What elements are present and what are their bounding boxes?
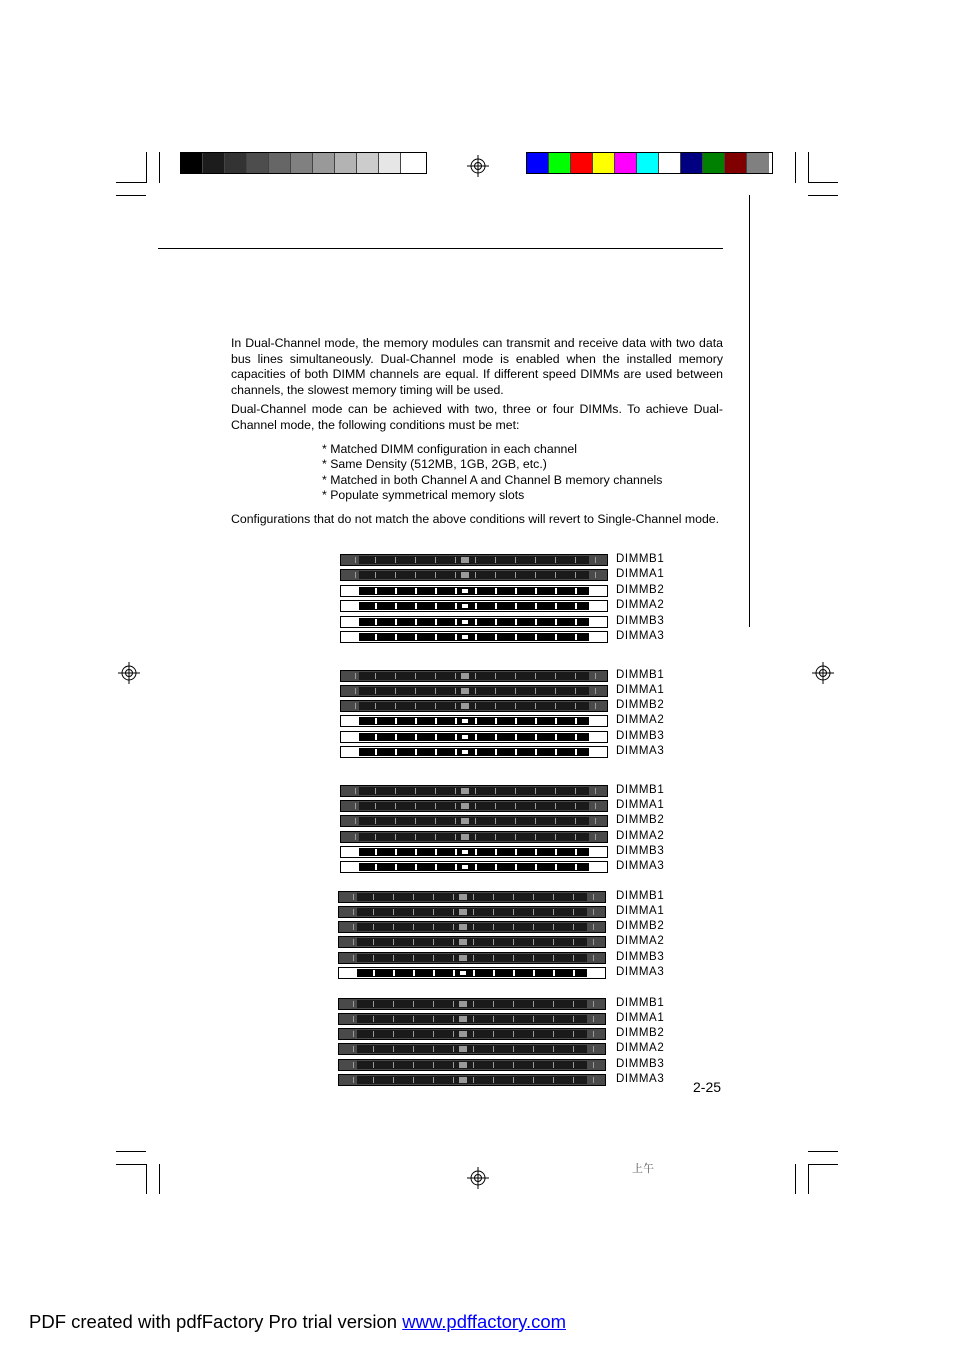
dimm-slot-installed bbox=[338, 921, 606, 933]
margin-rule bbox=[749, 195, 750, 627]
dimm-slot-installed bbox=[338, 998, 606, 1010]
dimm-slot-label: DIMMB1 bbox=[616, 553, 665, 565]
calibration-swatch bbox=[225, 153, 247, 173]
dimm-slot-installed bbox=[338, 1028, 606, 1040]
dimm-key-notch bbox=[461, 788, 469, 794]
dimm-key-notch bbox=[461, 673, 469, 679]
dimm-slot-empty bbox=[340, 846, 608, 858]
dimm-slot-empty bbox=[340, 600, 608, 612]
dimm-slot-label: DIMMA1 bbox=[616, 568, 665, 580]
crop-mark bbox=[808, 1164, 838, 1165]
dimm-slot-label: DIMMA1 bbox=[616, 799, 665, 811]
calibration-swatch bbox=[291, 153, 313, 173]
calibration-swatch bbox=[401, 153, 423, 173]
dimm-key-notch bbox=[459, 1046, 467, 1052]
dimm-pins bbox=[339, 924, 605, 930]
dimm-key-notch bbox=[459, 1001, 467, 1007]
dimm-pins bbox=[341, 688, 607, 694]
dimm-slot-installed bbox=[338, 906, 606, 918]
dimm-slot-installed bbox=[338, 936, 606, 948]
crop-mark bbox=[116, 1164, 146, 1165]
crop-mark bbox=[795, 1164, 796, 1194]
dimm-slot-label: DIMMB1 bbox=[616, 890, 665, 902]
bullet-item: * Populate symmetrical memory slots bbox=[322, 488, 525, 502]
dimm-key-notch bbox=[461, 734, 469, 740]
bullet-item: * Matched DIMM configuration in each channel bbox=[322, 442, 577, 456]
dimm-pins bbox=[341, 718, 607, 724]
dimm-key-notch bbox=[459, 1031, 467, 1037]
footer-text: PDF created with pdfFactory Pro trial version bbox=[29, 1311, 403, 1332]
calibration-swatch bbox=[747, 153, 769, 173]
dimm-slot-label: DIMMB2 bbox=[616, 1027, 665, 1039]
dimm-slot-label: DIMMA3 bbox=[616, 966, 665, 978]
dimm-pins bbox=[341, 803, 607, 809]
dimm-key-notch bbox=[461, 603, 469, 609]
dimm-pins bbox=[341, 572, 607, 578]
dimm-key-notch bbox=[461, 703, 469, 709]
dimm-slot-installed bbox=[338, 891, 606, 903]
dimm-pins bbox=[341, 818, 607, 824]
crop-mark bbox=[116, 195, 146, 196]
dimm-slot-label: DIMMB3 bbox=[616, 730, 665, 742]
paragraph-single-channel-fallback: Configurations that do not match the above conditions will revert to Single-Channel mode. bbox=[231, 512, 720, 526]
dimm-slot-installed bbox=[340, 685, 608, 697]
print-mark: 上午 bbox=[632, 1163, 654, 1175]
registration-mark-icon bbox=[812, 662, 834, 684]
dimm-slot-installed bbox=[340, 800, 608, 812]
dimm-slot-installed bbox=[340, 700, 608, 712]
dimm-slot-label: DIMMA2 bbox=[616, 714, 665, 726]
calibration-swatch bbox=[659, 153, 681, 173]
dimm-slot-installed bbox=[338, 1059, 606, 1071]
dimm-key-notch bbox=[459, 1016, 467, 1022]
dimm-slot-label: DIMMA2 bbox=[616, 935, 665, 947]
crop-mark bbox=[808, 182, 838, 183]
dimm-pins bbox=[341, 749, 607, 755]
dimm-slot-empty bbox=[340, 746, 608, 758]
dimm-pins bbox=[339, 1031, 605, 1037]
crop-mark bbox=[146, 1164, 147, 1194]
dimm-key-notch bbox=[459, 909, 467, 915]
dimm-slot-label: DIMMB3 bbox=[616, 845, 665, 857]
dimm-slot-installed bbox=[338, 1043, 606, 1055]
dimm-pins bbox=[339, 1016, 605, 1022]
calibration-swatch bbox=[269, 153, 291, 173]
dimm-pins bbox=[339, 955, 605, 961]
calibration-swatch bbox=[527, 153, 549, 173]
dimm-pins bbox=[341, 849, 607, 855]
dimm-key-notch bbox=[459, 939, 467, 945]
dimm-pins bbox=[341, 864, 607, 870]
footer-link[interactable]: www.pdffactory.com bbox=[402, 1311, 567, 1332]
dimm-slot-label: DIMMA1 bbox=[616, 684, 665, 696]
calibration-swatch bbox=[637, 153, 659, 173]
dimm-pins bbox=[341, 734, 607, 740]
calibration-swatch bbox=[725, 153, 747, 173]
color-calibration-strip bbox=[526, 152, 773, 174]
dimm-pins bbox=[339, 1001, 605, 1007]
paragraph-dual-channel-conditions: Dual-Channel mode can be achieved with two, three or four DIMMs. To achieve Dual-Channel mode, the following conditions must be met: bbox=[231, 402, 723, 432]
dimm-slot-installed bbox=[340, 785, 608, 797]
calibration-swatch bbox=[335, 153, 357, 173]
dimm-slot-label: DIMMA3 bbox=[616, 1073, 665, 1085]
paragraph-dual-channel-intro: In Dual-Channel mode, the memory modules can transmit and receive data with two data bus lines simultaneously. Dual-Channel mode is enabled when the installed memory capacities of both DIMM channels are equal. If different speed DIMMs are used between channels, the slowest memory timing will be used. bbox=[231, 336, 723, 397]
dimm-slot-label: DIMMB1 bbox=[616, 669, 665, 681]
dimm-slot-label: DIMMA2 bbox=[616, 599, 665, 611]
calibration-swatch bbox=[379, 153, 401, 173]
registration-mark-icon bbox=[118, 662, 140, 684]
dimm-pins bbox=[339, 1046, 605, 1052]
dimm-pins bbox=[341, 557, 607, 563]
calibration-swatch bbox=[681, 153, 703, 173]
dimm-pins bbox=[339, 1062, 605, 1068]
registration-mark-icon bbox=[467, 1167, 489, 1189]
page-number: 2-25 bbox=[693, 1079, 722, 1095]
crop-mark bbox=[159, 1164, 160, 1194]
dimm-slot-empty bbox=[338, 967, 606, 979]
dimm-pins bbox=[341, 673, 607, 679]
bullet-item: * Matched in both Channel A and Channel B memory channels bbox=[322, 473, 663, 487]
dimm-pins bbox=[341, 603, 607, 609]
dimm-key-notch bbox=[461, 834, 469, 840]
calibration-swatch bbox=[247, 153, 269, 173]
dimm-slot-label: DIMMB2 bbox=[616, 584, 665, 596]
dimm-slot-label: DIMMA1 bbox=[616, 905, 665, 917]
dimm-slot-empty bbox=[340, 631, 608, 643]
calibration-swatch bbox=[615, 153, 637, 173]
dimm-key-notch bbox=[461, 803, 469, 809]
dimm-slot-installed bbox=[338, 952, 606, 964]
dimm-pins bbox=[341, 703, 607, 709]
dimm-pins bbox=[341, 588, 607, 594]
dimm-key-notch bbox=[459, 924, 467, 930]
dimm-key-notch bbox=[459, 1077, 467, 1083]
dimm-pins bbox=[341, 634, 607, 640]
calibration-swatch bbox=[203, 153, 225, 173]
dimm-pins bbox=[339, 939, 605, 945]
dimm-slot-installed bbox=[340, 670, 608, 682]
crop-mark bbox=[116, 1151, 146, 1152]
dimm-pins bbox=[341, 834, 607, 840]
dimm-key-notch bbox=[459, 955, 467, 961]
dimm-pins bbox=[339, 970, 605, 976]
dimm-slot-installed bbox=[340, 831, 608, 843]
dimm-slot-installed bbox=[340, 569, 608, 581]
crop-mark bbox=[808, 1164, 809, 1194]
header-rule bbox=[158, 248, 723, 249]
dimm-key-notch bbox=[461, 634, 469, 640]
dimm-slot-label: DIMMA2 bbox=[616, 1042, 665, 1054]
dimm-key-notch bbox=[461, 557, 469, 563]
dimm-slot-label: DIMMB3 bbox=[616, 615, 665, 627]
dimm-slot-installed bbox=[340, 815, 608, 827]
crop-mark bbox=[808, 195, 838, 196]
dimm-key-notch bbox=[461, 619, 469, 625]
calibration-swatch bbox=[703, 153, 725, 173]
grayscale-calibration-strip bbox=[180, 152, 427, 174]
dimm-slot-label: DIMMA2 bbox=[616, 830, 665, 842]
calibration-swatch bbox=[181, 153, 203, 173]
registration-mark-icon bbox=[467, 155, 489, 177]
bullet-item: * Same Density (512MB, 1GB, 2GB, etc.) bbox=[322, 457, 547, 471]
calibration-swatch bbox=[549, 153, 571, 173]
dimm-slot-empty bbox=[340, 585, 608, 597]
calibration-swatch bbox=[593, 153, 615, 173]
dimm-slot-label: DIMMB3 bbox=[616, 951, 665, 963]
dimm-key-notch bbox=[461, 688, 469, 694]
calibration-swatch bbox=[571, 153, 593, 173]
dimm-slot-label: DIMMA3 bbox=[616, 630, 665, 642]
crop-mark bbox=[808, 1151, 838, 1152]
dimm-key-notch bbox=[461, 718, 469, 724]
dimm-key-notch bbox=[461, 818, 469, 824]
crop-mark bbox=[146, 152, 147, 183]
dimm-key-notch bbox=[461, 749, 469, 755]
crop-mark bbox=[795, 152, 796, 183]
crop-mark bbox=[116, 182, 146, 183]
dimm-key-notch bbox=[459, 1062, 467, 1068]
pdf-footer bbox=[29, 1311, 566, 1333]
dimm-slot-label: DIMMA1 bbox=[616, 1012, 665, 1024]
dimm-slot-empty bbox=[340, 731, 608, 743]
calibration-swatch bbox=[357, 153, 379, 173]
dimm-slot-label: DIMMB2 bbox=[616, 920, 665, 932]
dimm-key-notch bbox=[459, 970, 467, 976]
dimm-slot-label: DIMMB1 bbox=[616, 997, 665, 1009]
dimm-slot-label: DIMMB2 bbox=[616, 814, 665, 826]
dimm-pins bbox=[339, 894, 605, 900]
dimm-slot-label: DIMMB1 bbox=[616, 784, 665, 796]
dimm-slot-installed bbox=[340, 554, 608, 566]
dimm-slot-empty bbox=[340, 861, 608, 873]
dimm-key-notch bbox=[461, 588, 469, 594]
dimm-key-notch bbox=[461, 572, 469, 578]
dimm-slot-label: DIMMB2 bbox=[616, 699, 665, 711]
dimm-slot-empty bbox=[340, 715, 608, 727]
dimm-slot-empty bbox=[340, 616, 608, 628]
crop-mark bbox=[159, 152, 160, 183]
dimm-slot-label: DIMMA3 bbox=[616, 745, 665, 757]
dimm-key-notch bbox=[461, 849, 469, 855]
dimm-key-notch bbox=[459, 894, 467, 900]
calibration-swatch bbox=[313, 153, 335, 173]
crop-mark bbox=[808, 152, 809, 183]
dimm-pins bbox=[341, 788, 607, 794]
dimm-slot-installed bbox=[338, 1013, 606, 1025]
dimm-pins bbox=[341, 619, 607, 625]
dimm-key-notch bbox=[461, 864, 469, 870]
dimm-pins bbox=[339, 909, 605, 915]
dimm-pins bbox=[339, 1077, 605, 1083]
dimm-slot-label: DIMMB3 bbox=[616, 1058, 665, 1070]
dimm-slot-label: DIMMA3 bbox=[616, 860, 665, 872]
dimm-slot-installed bbox=[338, 1074, 606, 1086]
